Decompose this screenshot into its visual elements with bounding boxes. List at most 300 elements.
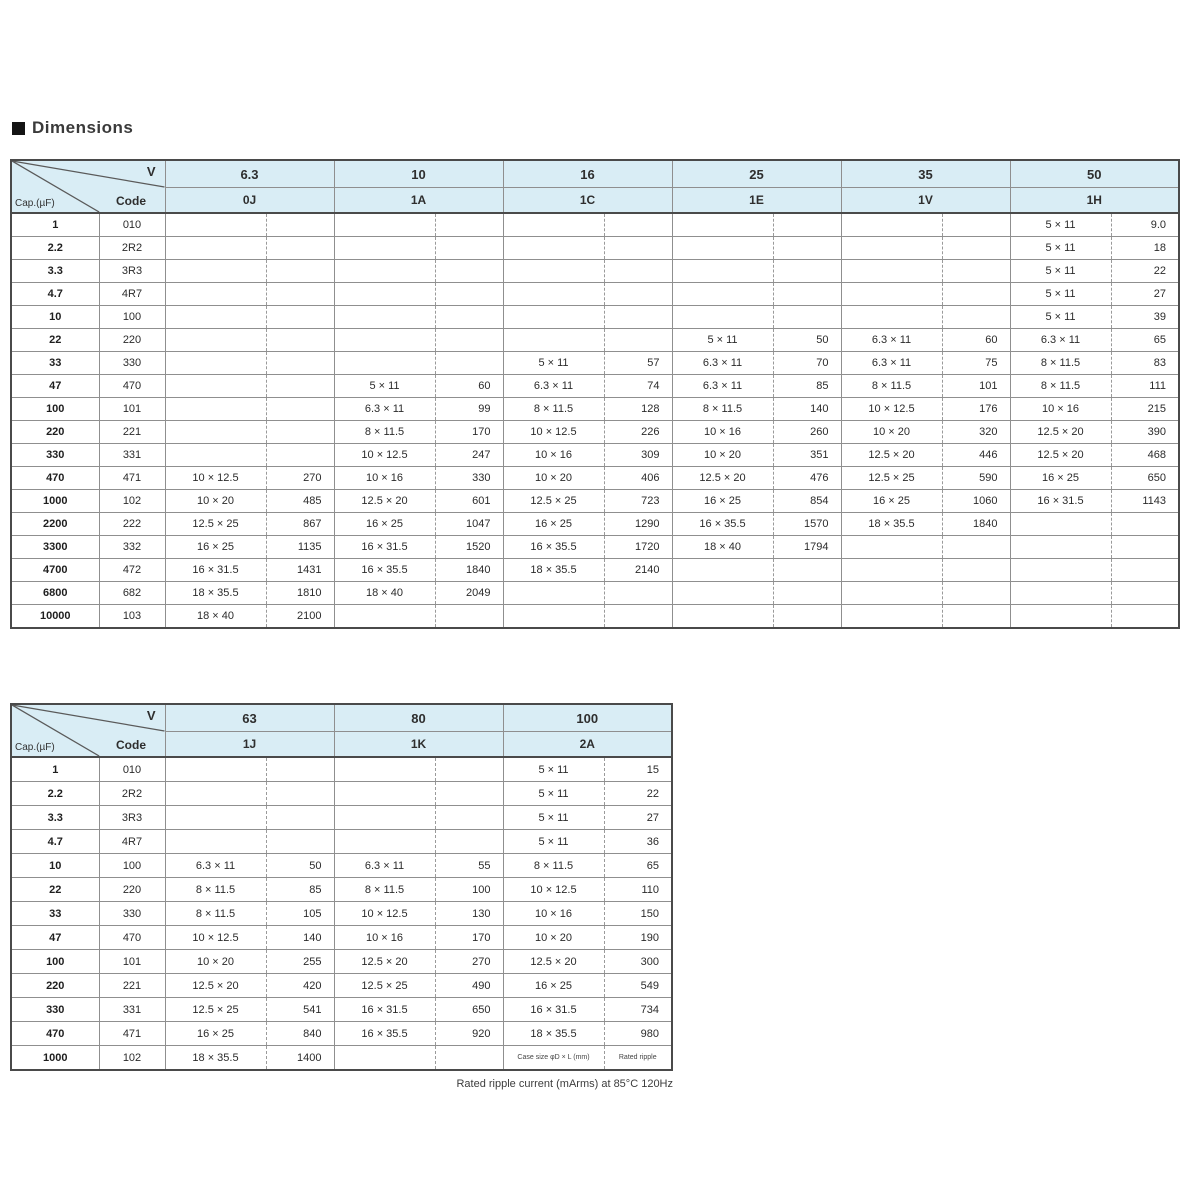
cap-value: 3.3 bbox=[11, 260, 99, 283]
code-value: 102 bbox=[99, 1046, 165, 1071]
ripple-current-cell: 734 bbox=[604, 998, 672, 1022]
ripple-current-cell: 1794 bbox=[773, 536, 841, 559]
case-size-cell: 6.3 × 11 bbox=[672, 375, 773, 398]
ripple-current-cell bbox=[942, 605, 1010, 629]
ripple-current-cell: 176 bbox=[942, 398, 1010, 421]
ripple-current-cell: 170 bbox=[435, 926, 503, 950]
ripple-current-cell bbox=[435, 237, 503, 260]
ripple-current-cell: 723 bbox=[604, 490, 672, 513]
ripple-current-cell: 1290 bbox=[604, 513, 672, 536]
ripple-current-cell: 101 bbox=[942, 375, 1010, 398]
code-value: 331 bbox=[99, 444, 165, 467]
ripple-current-cell bbox=[435, 329, 503, 352]
code-value: 220 bbox=[99, 329, 165, 352]
case-size-cell: 5 × 11 bbox=[503, 352, 604, 375]
cap-value: 47 bbox=[11, 926, 99, 950]
case-size-cell bbox=[165, 782, 266, 806]
cap-value: 100 bbox=[11, 398, 99, 421]
table-row bbox=[11, 950, 672, 974]
ripple-current-cell: 650 bbox=[435, 998, 503, 1022]
case-size-cell: 6.3 × 11 bbox=[841, 352, 942, 375]
case-size-cell: 10 × 12.5 bbox=[841, 398, 942, 421]
ripple-current-cell bbox=[435, 306, 503, 329]
case-size-cell: 10 × 16 bbox=[1010, 398, 1111, 421]
case-size-cell: 6.3 × 11 bbox=[334, 854, 435, 878]
case-size-cell: 18 × 40 bbox=[334, 582, 435, 605]
case-size-cell: 12.5 × 20 bbox=[1010, 444, 1111, 467]
ripple-current-cell: 1570 bbox=[773, 513, 841, 536]
ripple-current-cell: 27 bbox=[604, 806, 672, 830]
case-size-cell: 10 × 12.5 bbox=[503, 878, 604, 902]
code-value: 222 bbox=[99, 513, 165, 536]
ripple-current-cell: 854 bbox=[773, 490, 841, 513]
case-size-cell: 12.5 × 20 bbox=[334, 490, 435, 513]
case-size-cell bbox=[165, 306, 266, 329]
table-row bbox=[11, 444, 1179, 467]
table-corner-header bbox=[11, 704, 165, 757]
ripple-current-cell: 150 bbox=[604, 902, 672, 926]
code-value: 103 bbox=[99, 605, 165, 629]
ripple-current-cell: 1840 bbox=[942, 513, 1010, 536]
cap-value: 22 bbox=[11, 878, 99, 902]
cap-value: 220 bbox=[11, 421, 99, 444]
table-row bbox=[11, 352, 1179, 375]
section-marker-icon bbox=[12, 122, 25, 135]
ripple-current-cell bbox=[942, 559, 1010, 582]
case-size-cell bbox=[841, 213, 942, 237]
case-size-cell: 16 × 25 bbox=[165, 1022, 266, 1046]
ripple-current-cell bbox=[773, 582, 841, 605]
case-size-cell: 16 × 25 bbox=[503, 974, 604, 998]
table-row bbox=[11, 605, 1179, 629]
cap-value: 10 bbox=[11, 306, 99, 329]
ripple-current-cell bbox=[604, 283, 672, 306]
ripple-current-cell: 60 bbox=[942, 329, 1010, 352]
ripple-current-cell bbox=[942, 237, 1010, 260]
case-size-cell bbox=[165, 329, 266, 352]
case-size-cell: 8 × 11.5 bbox=[1010, 352, 1111, 375]
ripple-current-cell: 110 bbox=[604, 878, 672, 902]
voltage-header-10: 10 bbox=[334, 160, 503, 188]
case-size-cell: 5 × 11 bbox=[503, 830, 604, 854]
case-size-cell bbox=[672, 237, 773, 260]
voltage-axis-label: V bbox=[146, 708, 156, 723]
case-size-cell bbox=[334, 1046, 435, 1071]
case-size-cell bbox=[334, 260, 435, 283]
ripple-current-cell bbox=[435, 283, 503, 306]
case-size-cell: 12.5 × 20 bbox=[672, 467, 773, 490]
cap-value: 47 bbox=[11, 375, 99, 398]
case-size-cell: 16 × 31.5 bbox=[334, 536, 435, 559]
cap-value: 1000 bbox=[11, 490, 99, 513]
voltage-header-63: 63 bbox=[165, 704, 334, 732]
case-size-cell: 12.5 × 20 bbox=[334, 950, 435, 974]
cap-value: 330 bbox=[11, 998, 99, 1022]
case-size-cell: 12.5 × 20 bbox=[165, 974, 266, 998]
ripple-current-cell: 128 bbox=[604, 398, 672, 421]
case-size-cell bbox=[1010, 559, 1111, 582]
ripple-current-cell bbox=[604, 237, 672, 260]
ripple-current-cell: 140 bbox=[773, 398, 841, 421]
ripple-current-cell: 50 bbox=[773, 329, 841, 352]
voltage-code-header-1J: 1J bbox=[165, 732, 334, 758]
case-size-cell: 8 × 11.5 bbox=[672, 398, 773, 421]
table-row bbox=[11, 237, 1179, 260]
case-size-cell: 16 × 25 bbox=[672, 490, 773, 513]
cap-axis-label: Cap.(µF) bbox=[15, 742, 55, 753]
case-size-cell bbox=[503, 329, 604, 352]
ripple-current-cell bbox=[773, 559, 841, 582]
cap-value: 2.2 bbox=[11, 237, 99, 260]
ripple-current-cell: 83 bbox=[1111, 352, 1179, 375]
case-size-cell: 16 × 25 bbox=[841, 490, 942, 513]
ripple-current-cell: 1047 bbox=[435, 513, 503, 536]
case-size-cell: 10 × 16 bbox=[334, 467, 435, 490]
cap-value: 100 bbox=[11, 950, 99, 974]
code-value: 4R7 bbox=[99, 283, 165, 306]
table-row bbox=[11, 926, 672, 950]
ripple-current-cell bbox=[604, 582, 672, 605]
case-size-cell: 8 × 11.5 bbox=[841, 375, 942, 398]
voltage-header-16: 16 bbox=[503, 160, 672, 188]
case-size-cell: 12.5 × 25 bbox=[503, 490, 604, 513]
case-size-cell bbox=[334, 283, 435, 306]
ripple-current-cell bbox=[435, 806, 503, 830]
table-row bbox=[11, 421, 1179, 444]
ripple-current-cell: 15 bbox=[604, 757, 672, 782]
dimensions-table-low-voltage bbox=[10, 159, 1180, 629]
ripple-current-cell: 60 bbox=[435, 375, 503, 398]
ripple-current-cell: 601 bbox=[435, 490, 503, 513]
ripple-note: Rated ripple bbox=[604, 1046, 672, 1071]
voltage-header-50: 50 bbox=[1010, 160, 1179, 188]
ripple-current-cell bbox=[266, 237, 334, 260]
case-size-cell bbox=[334, 830, 435, 854]
ripple-current-cell: 75 bbox=[942, 352, 1010, 375]
table-row bbox=[11, 974, 672, 998]
code-value: 100 bbox=[99, 854, 165, 878]
case-size-cell: 16 × 31.5 bbox=[1010, 490, 1111, 513]
voltage-header-35: 35 bbox=[841, 160, 1010, 188]
cap-value: 10000 bbox=[11, 605, 99, 629]
ripple-current-cell: 330 bbox=[435, 467, 503, 490]
ripple-current-cell bbox=[435, 213, 503, 237]
code-axis-label: Code bbox=[116, 194, 146, 208]
ripple-current-cell bbox=[773, 283, 841, 306]
case-size-cell: 16 × 25 bbox=[1010, 467, 1111, 490]
case-size-cell: 5 × 11 bbox=[1010, 283, 1111, 306]
ripple-current-cell bbox=[266, 283, 334, 306]
ripple-current-cell bbox=[604, 213, 672, 237]
ripple-current-cell: 1810 bbox=[266, 582, 334, 605]
cap-value: 470 bbox=[11, 467, 99, 490]
ripple-current-cell: 476 bbox=[773, 467, 841, 490]
case-size-cell bbox=[334, 352, 435, 375]
code-value: 332 bbox=[99, 536, 165, 559]
ripple-current-cell: 50 bbox=[266, 854, 334, 878]
case-size-cell: 8 × 11.5 bbox=[503, 398, 604, 421]
cap-axis-label: Cap.(µF) bbox=[15, 198, 55, 209]
case-size-cell: 5 × 11 bbox=[672, 329, 773, 352]
ripple-current-cell bbox=[266, 375, 334, 398]
ripple-current-cell: 1143 bbox=[1111, 490, 1179, 513]
ripple-current-cell bbox=[1111, 559, 1179, 582]
voltage-code-header-1H: 1H bbox=[1010, 188, 1179, 214]
cap-value: 4.7 bbox=[11, 283, 99, 306]
case-size-cell: 10 × 20 bbox=[165, 490, 266, 513]
case-size-cell: 10 × 20 bbox=[503, 467, 604, 490]
case-size-cell: 16 × 35.5 bbox=[334, 559, 435, 582]
table-row bbox=[11, 306, 1179, 329]
ripple-current-cell: 1135 bbox=[266, 536, 334, 559]
ripple-current-cell bbox=[773, 260, 841, 283]
ripple-current-cell: 55 bbox=[435, 854, 503, 878]
ripple-current-cell: 111 bbox=[1111, 375, 1179, 398]
ripple-current-cell: 920 bbox=[435, 1022, 503, 1046]
case-size-cell: 18 × 35.5 bbox=[841, 513, 942, 536]
case-size-cell: 8 × 11.5 bbox=[334, 421, 435, 444]
ripple-current-cell: 2100 bbox=[266, 605, 334, 629]
voltage-header-80: 80 bbox=[334, 704, 503, 732]
ripple-current-cell: 140 bbox=[266, 926, 334, 950]
cap-value: 1 bbox=[11, 213, 99, 237]
case-size-cell: 18 × 35.5 bbox=[503, 559, 604, 582]
case-size-cell bbox=[165, 421, 266, 444]
case-size-cell: 16 × 25 bbox=[165, 536, 266, 559]
case-size-cell: 5 × 11 bbox=[1010, 306, 1111, 329]
case-size-cell bbox=[503, 213, 604, 237]
cap-value: 4700 bbox=[11, 559, 99, 582]
ripple-current-cell bbox=[1111, 513, 1179, 536]
table-row bbox=[11, 260, 1179, 283]
cap-value: 3300 bbox=[11, 536, 99, 559]
case-size-cell: 10 × 20 bbox=[503, 926, 604, 950]
ripple-current-cell: 1400 bbox=[266, 1046, 334, 1071]
ripple-current-cell bbox=[435, 830, 503, 854]
ripple-current-cell: 100 bbox=[435, 878, 503, 902]
case-size-cell: 12.5 × 25 bbox=[165, 513, 266, 536]
ripple-current-cell bbox=[1111, 582, 1179, 605]
code-value: 330 bbox=[99, 352, 165, 375]
ripple-current-cell: 190 bbox=[604, 926, 672, 950]
code-value: 3R3 bbox=[99, 260, 165, 283]
table-corner-header bbox=[11, 160, 165, 213]
case-size-cell bbox=[165, 398, 266, 421]
code-value: 221 bbox=[99, 421, 165, 444]
case-size-cell: 16 × 31.5 bbox=[503, 998, 604, 1022]
case-size-cell: 12.5 × 20 bbox=[503, 950, 604, 974]
code-value: 3R3 bbox=[99, 806, 165, 830]
table-row bbox=[11, 283, 1179, 306]
cap-value: 4.7 bbox=[11, 830, 99, 854]
case-size-cell bbox=[672, 213, 773, 237]
voltage-code-header-1K: 1K bbox=[334, 732, 503, 758]
case-size-cell bbox=[672, 306, 773, 329]
ripple-current-cell: 247 bbox=[435, 444, 503, 467]
case-size-cell bbox=[841, 260, 942, 283]
voltage-header-100: 100 bbox=[503, 704, 672, 732]
ripple-current-cell bbox=[773, 213, 841, 237]
ripple-current-cell bbox=[266, 213, 334, 237]
voltage-code-header-1V: 1V bbox=[841, 188, 1010, 214]
ripple-current-cell bbox=[266, 306, 334, 329]
case-size-cell: 10 × 16 bbox=[503, 444, 604, 467]
ripple-current-cell: 105 bbox=[266, 902, 334, 926]
case-size-cell bbox=[334, 329, 435, 352]
ripple-current-cell bbox=[266, 444, 334, 467]
ripple-current-cell: 867 bbox=[266, 513, 334, 536]
code-value: 220 bbox=[99, 878, 165, 902]
ripple-current-cell: 590 bbox=[942, 467, 1010, 490]
case-size-cell: 5 × 11 bbox=[503, 782, 604, 806]
ripple-current-cell: 390 bbox=[1111, 421, 1179, 444]
case-size-cell: 16 × 35.5 bbox=[503, 536, 604, 559]
table-row bbox=[11, 398, 1179, 421]
case-size-cell: 12.5 × 20 bbox=[841, 444, 942, 467]
case-size-cell: 8 × 11.5 bbox=[165, 902, 266, 926]
case-size-cell bbox=[165, 375, 266, 398]
code-value: 4R7 bbox=[99, 830, 165, 854]
ripple-current-cell bbox=[266, 782, 334, 806]
ripple-current-cell bbox=[435, 260, 503, 283]
code-value: 471 bbox=[99, 467, 165, 490]
code-value: 101 bbox=[99, 950, 165, 974]
ripple-current-cell: 1720 bbox=[604, 536, 672, 559]
case-size-cell: 18 × 35.5 bbox=[165, 1046, 266, 1071]
case-size-cell bbox=[672, 559, 773, 582]
ripple-current-cell: 65 bbox=[604, 854, 672, 878]
case-size-cell: 18 × 40 bbox=[165, 605, 266, 629]
ripple-current-cell bbox=[942, 213, 1010, 237]
case-size-cell: 10 × 12.5 bbox=[334, 902, 435, 926]
case-size-cell: 12.5 × 20 bbox=[1010, 421, 1111, 444]
voltage-code-header-1C: 1C bbox=[503, 188, 672, 214]
case-size-cell bbox=[1010, 536, 1111, 559]
case-size-cell: 10 × 20 bbox=[165, 950, 266, 974]
case-size-cell: 6.3 × 11 bbox=[165, 854, 266, 878]
case-size-cell bbox=[165, 806, 266, 830]
cap-value: 2.2 bbox=[11, 782, 99, 806]
voltage-code-header-2A: 2A bbox=[503, 732, 672, 758]
ripple-current-cell bbox=[604, 329, 672, 352]
code-value: 472 bbox=[99, 559, 165, 582]
case-size-cell: 12.5 × 25 bbox=[841, 467, 942, 490]
case-size-cell bbox=[841, 559, 942, 582]
ripple-current-cell: 22 bbox=[604, 782, 672, 806]
case-size-cell bbox=[165, 444, 266, 467]
code-value: 470 bbox=[99, 926, 165, 950]
ripple-current-cell: 57 bbox=[604, 352, 672, 375]
cap-value: 10 bbox=[11, 854, 99, 878]
ripple-current-cell bbox=[266, 352, 334, 375]
ripple-current-cell bbox=[773, 605, 841, 629]
case-size-cell: 8 × 11.5 bbox=[334, 878, 435, 902]
ripple-current-cell bbox=[266, 398, 334, 421]
case-size-cell bbox=[165, 757, 266, 782]
case-size-cell bbox=[334, 782, 435, 806]
ripple-current-cell bbox=[266, 830, 334, 854]
case-size-cell bbox=[841, 536, 942, 559]
case-size-cell bbox=[165, 283, 266, 306]
case-size-cell: 16 × 25 bbox=[334, 513, 435, 536]
case-size-cell: 10 × 12.5 bbox=[334, 444, 435, 467]
case-size-cell: 6.3 × 11 bbox=[1010, 329, 1111, 352]
case-size-cell: 12.5 × 25 bbox=[165, 998, 266, 1022]
code-value: 101 bbox=[99, 398, 165, 421]
case-size-cell: 6.3 × 11 bbox=[841, 329, 942, 352]
table-row bbox=[11, 513, 1179, 536]
case-size-cell bbox=[334, 237, 435, 260]
case-size-cell: 10 × 16 bbox=[334, 926, 435, 950]
case-size-cell bbox=[503, 237, 604, 260]
case-size-cell: 8 × 11.5 bbox=[503, 854, 604, 878]
case-size-cell: 5 × 11 bbox=[503, 806, 604, 830]
ripple-current-cell bbox=[604, 605, 672, 629]
ripple-current-cell: 980 bbox=[604, 1022, 672, 1046]
case-size-cell bbox=[334, 605, 435, 629]
case-size-cell bbox=[1010, 513, 1111, 536]
case-size-cell: 6.3 × 11 bbox=[503, 375, 604, 398]
case-size-cell: 5 × 11 bbox=[1010, 213, 1111, 237]
ripple-current-cell: 99 bbox=[435, 398, 503, 421]
ripple-current-cell: 1060 bbox=[942, 490, 1010, 513]
case-size-cell: 8 × 11.5 bbox=[165, 878, 266, 902]
table-row bbox=[11, 902, 672, 926]
ripple-current-cell: 840 bbox=[266, 1022, 334, 1046]
ripple-current-cell: 351 bbox=[773, 444, 841, 467]
table-row bbox=[11, 490, 1179, 513]
case-size-cell bbox=[503, 260, 604, 283]
table-row bbox=[11, 559, 1179, 582]
table-row bbox=[11, 878, 672, 902]
code-value: 470 bbox=[99, 375, 165, 398]
ripple-current-cell: 260 bbox=[773, 421, 841, 444]
case-size-cell: 16 × 35.5 bbox=[672, 513, 773, 536]
case-size-cell: 5 × 11 bbox=[503, 757, 604, 782]
case-size-cell bbox=[165, 352, 266, 375]
case-size-cell bbox=[503, 582, 604, 605]
section-title bbox=[12, 118, 1200, 138]
ripple-current-cell bbox=[435, 757, 503, 782]
case-size-cell bbox=[672, 582, 773, 605]
case-size-cell bbox=[503, 605, 604, 629]
case-size-cell: 10 × 12.5 bbox=[165, 926, 266, 950]
case-size-cell: 5 × 11 bbox=[1010, 260, 1111, 283]
ripple-current-cell bbox=[266, 260, 334, 283]
case-size-cell: 10 × 20 bbox=[672, 444, 773, 467]
code-value: 221 bbox=[99, 974, 165, 998]
cap-value: 22 bbox=[11, 329, 99, 352]
case-size-cell: 5 × 11 bbox=[1010, 237, 1111, 260]
ripple-current-cell: 1431 bbox=[266, 559, 334, 582]
cap-value: 1000 bbox=[11, 1046, 99, 1071]
table-row bbox=[11, 782, 672, 806]
case-size-cell: 10 × 12.5 bbox=[503, 421, 604, 444]
ripple-current-cell: 9.0 bbox=[1111, 213, 1179, 237]
table-row bbox=[11, 536, 1179, 559]
table-row bbox=[11, 582, 1179, 605]
case-size-cell bbox=[165, 260, 266, 283]
case-size-cell bbox=[672, 605, 773, 629]
ripple-current-cell: 65 bbox=[1111, 329, 1179, 352]
ripple-current-cell bbox=[773, 237, 841, 260]
case-size-cell: 16 × 25 bbox=[503, 513, 604, 536]
table-row bbox=[11, 854, 672, 878]
ripple-current-cell bbox=[266, 757, 334, 782]
ripple-current-cell: 85 bbox=[266, 878, 334, 902]
ripple-current-cell: 309 bbox=[604, 444, 672, 467]
code-value: 102 bbox=[99, 490, 165, 513]
